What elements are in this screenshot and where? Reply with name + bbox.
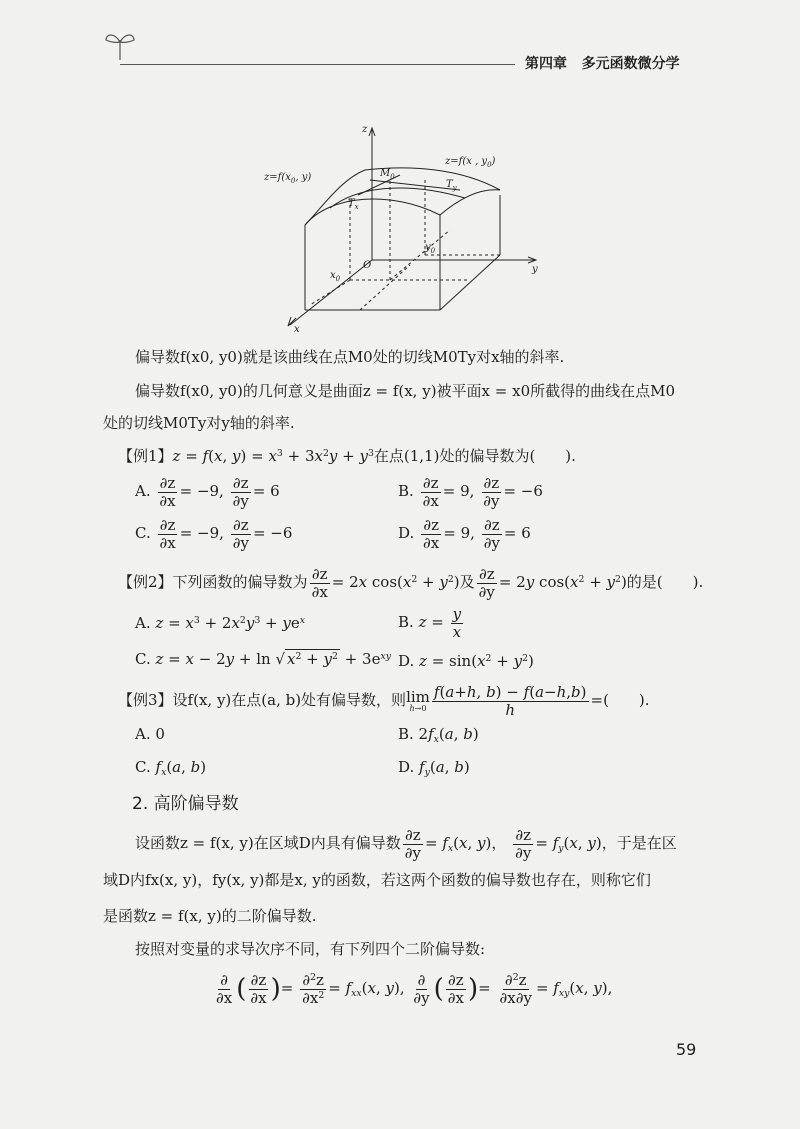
origin-label: O bbox=[363, 260, 372, 271]
x-axis-label: x bbox=[294, 324, 300, 335]
sprout-icon bbox=[100, 30, 140, 64]
ex1-option-d: D. $\frac{\partial z}{\partial x}$ = 9, $\frac{\partial z}{\partial y}$ = 6 bbox=[398, 516, 531, 552]
paragraph-1b: 域D内fx(x, y)，fy(x, y)都是x, y的函数，若这两个函数的偏导数也存在，则称它们 bbox=[103, 871, 651, 889]
example-3: 【例3】设f(x, y)在点(a, b)处有偏导数，则lim h→0 $\frac{f(a+h, b) - f(a-h,b)}{h}$ =( ). bbox=[118, 683, 650, 719]
chapter-label: 第四章 多元函数微分学 bbox=[525, 56, 680, 72]
surface-label: z=f(x , $y_0$) bbox=[445, 156, 496, 169]
page-number: 59 bbox=[676, 1040, 697, 1059]
curve-label-left: $z=f(x_0$, y) bbox=[264, 172, 312, 185]
x0-label: $x_0$ bbox=[330, 270, 341, 283]
z-axis-label: z bbox=[362, 124, 368, 135]
paragraph-1a: 设函数z = f(x, y)在区域D内具有偏导数 $\frac{\partial z}{\partial y}$ = $f_x(x$, y)， $\frac{\partial z}{\partial y}$ = $f_y(x$, y)，于是在区 bbox=[135, 826, 677, 862]
y0-label: $y_0$ bbox=[425, 242, 436, 255]
partial-derivative-figure bbox=[250, 120, 550, 335]
ex1-option-c: C. $\frac{\partial z}{\partial x}$ = −9, $\frac{\partial z}{\partial y}$ = −6 bbox=[135, 516, 293, 552]
ex1-option-a: A. $\frac{\partial z}{\partial x}$ = −9, $\frac{\partial z}{\partial y}$ = 6 bbox=[135, 474, 280, 510]
y-axis-label: y bbox=[532, 264, 538, 275]
text-line-2a: 偏导数f(x0, y0)的几何意义是曲面z = f(x, y)被平面x = x0所截得的曲线在点M0 bbox=[135, 382, 676, 400]
text-line-2b: 处的切线M0Ty对y轴的斜率. bbox=[103, 414, 295, 432]
ex2-option-a: A. $z = x^3 + 2x^2y^3 + ye^x$ bbox=[135, 614, 305, 632]
ex2-option-d: D. $z = \sin(x^2 + y^2)$ bbox=[398, 652, 534, 670]
example-2: 【例2】下列函数的偏导数为 $\frac{\partial z}{\partial x}$ = 2x $\cos(x^2 + y^2)$及 $\frac{\partial z}{\partial y}$ = 2y $\cos(x^2 + y^2)$的是( ). bbox=[118, 565, 704, 601]
ex2-option-b: B. z = $\frac{y}{x}$ bbox=[398, 605, 462, 641]
paragraph-1c: 是函数z = f(x, y)的二阶偏导数. bbox=[103, 907, 317, 925]
point-m0-label: $M_0$ bbox=[380, 168, 395, 181]
ex3-option-b: B. $2f_x(a$, b) bbox=[398, 725, 479, 745]
tx-label: $T_x$ bbox=[348, 198, 359, 211]
ex3-option-d: D. $f_y(a$, b) bbox=[398, 758, 470, 778]
example-1: 【例1】z = f(x, $y) = x^3 + 3x^2y + y^3$在点(1,1)处的偏导数为( ). bbox=[118, 447, 576, 465]
ex3-option-a: A. 0 bbox=[135, 725, 165, 743]
ty-label: $T_y$ bbox=[446, 179, 457, 192]
second-partial-formula: $\frac{\partial}{\partial x}$ ( $\frac{\partial z}{\partial x}$ )= $\frac{\partial^2z}{\partial x^2}$ = $f_{xx}(x$, y), $\frac{\partial}{\partial y}$ ( $\frac{\partial z}{\partial x}$ )= $\frac{\partial^2z}{\partial x\partial y}$ = $f_{xy}(x$, y), bbox=[216, 971, 613, 1007]
section-title: 2. 高阶偏导数 bbox=[132, 794, 239, 814]
paragraph-2: 按照对变量的求导次序不同，有下列四个二阶偏导数: bbox=[135, 940, 486, 958]
ex1-option-b: B. $\frac{\partial z}{\partial x}$ = 9, $\frac{\partial z}{\partial y}$ = −6 bbox=[398, 474, 543, 510]
ex2-option-c: C. z = x − 2y + ln √ $x^2 + y^2 + 3e^{xy}$ bbox=[135, 650, 391, 668]
text-line-1: 偏导数f(x0, y0)就是该曲线在点M0处的切线M0Ty对x轴的斜率. bbox=[135, 348, 565, 366]
header-rule bbox=[120, 64, 515, 65]
ex3-option-c: C. $f_x(a$, b) bbox=[135, 758, 207, 778]
